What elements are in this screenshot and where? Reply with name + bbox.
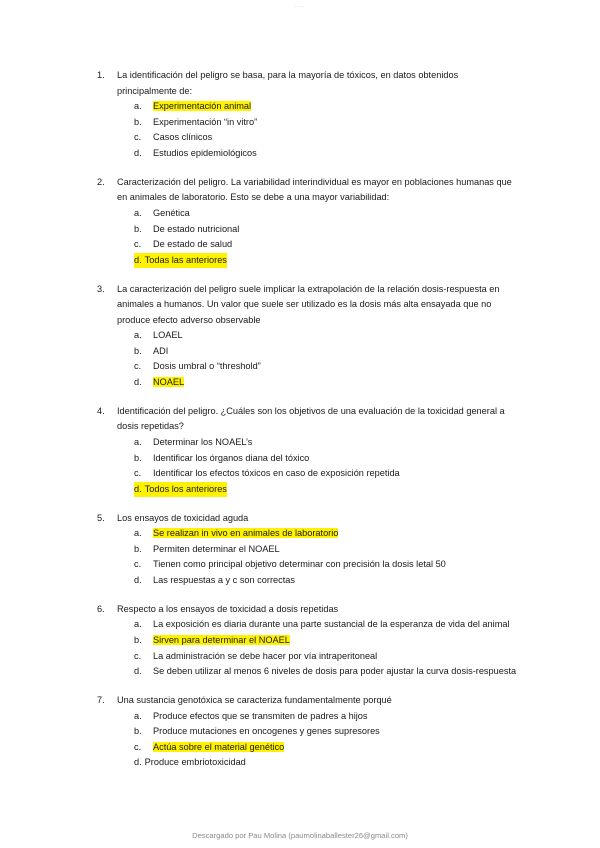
option-body (153, 346, 168, 356)
option-text: De estado de salud (153, 239, 233, 250)
answer-options (97, 709, 517, 771)
option-body (153, 208, 190, 218)
option-text: Experimentación “in vitro” (153, 116, 258, 127)
option-text: Permiten determinar el NOAEL (153, 543, 280, 554)
option-letter: a. (134, 330, 142, 341)
option-text: Se deben utilizar al menos 6 niveles de dosis para poder ajustar la curva dosis-respuesta (153, 666, 517, 677)
option-text: Estudios epidemiológicos (153, 147, 257, 158)
option-letter: c. (134, 741, 142, 752)
option-body-holder (153, 451, 517, 467)
option-body-holder (153, 99, 517, 115)
option-body (153, 437, 252, 447)
option-body-holder (153, 709, 517, 725)
answer-option-c (134, 237, 517, 253)
option-body-holder (153, 206, 517, 222)
answer-option-a (134, 328, 517, 344)
option-letter: b. (134, 223, 142, 234)
option-body (153, 101, 251, 111)
option-text: Produce efectos que se transmiten de padres a hijos (153, 710, 368, 721)
option-body-holder (153, 328, 517, 344)
answer-options (97, 617, 517, 679)
option-letter: a. (134, 437, 142, 448)
option-text: Dosis umbral o “threshold” (153, 361, 261, 372)
correct-answer-text: Experimentación animal (153, 101, 252, 112)
answer-option-c (134, 359, 517, 375)
option-body (153, 132, 212, 142)
question-number: 7. (97, 694, 105, 705)
option-letter: d. (134, 757, 142, 768)
answer-option-d (134, 253, 517, 269)
correct-answer-text: Todas las anteriores (144, 254, 227, 265)
option-body (153, 559, 446, 569)
question-number: 5. (97, 512, 105, 523)
option-text: Tienen como principal objetivo determinar con precisión la dosis letal 50 (153, 559, 446, 570)
answer-option-b (134, 724, 517, 740)
question-2 (97, 175, 517, 269)
answer-option-c (134, 649, 517, 665)
option-letter: b. (134, 543, 142, 554)
answer-option-d (134, 482, 517, 498)
question-5 (97, 511, 517, 589)
option-body-holder (153, 633, 517, 649)
option-text: La exposición es diaria durante una parte sustancial de la esperanza de vida del animal (153, 619, 510, 630)
option-body-holder (153, 557, 517, 573)
option-letter: d. (134, 483, 142, 494)
option-letter: d. (134, 147, 142, 158)
option-line (134, 253, 227, 269)
option-letter: b. (134, 345, 142, 356)
option-text: Casos clínicos (153, 132, 213, 143)
option-body (153, 651, 377, 661)
option-body (153, 239, 232, 249)
answer-options (97, 99, 517, 161)
option-body (153, 666, 516, 676)
option-body-holder (153, 466, 517, 482)
correct-answer-text: Se realizan in vivo en animales de laboratorio (153, 528, 339, 539)
option-body-holder (153, 237, 517, 253)
question-text: Respecto a los ensayos de toxicidad a dosis repetidas (117, 603, 339, 614)
option-text: Identificar los órganos diana del tóxico (153, 452, 310, 463)
option-body (153, 726, 380, 736)
question-7 (97, 693, 517, 771)
question-stem (97, 511, 517, 527)
option-letter: a. (134, 528, 142, 539)
option-body (153, 742, 284, 752)
option-text: Determinar los NOAEL’s (153, 437, 253, 448)
option-body (153, 619, 510, 629)
option-letter: a. (134, 207, 142, 218)
option-body (153, 117, 257, 127)
question-stem (97, 68, 517, 99)
option-text: De estado nutricional (153, 223, 240, 234)
answer-option-c (134, 740, 517, 756)
question-stem (97, 602, 517, 618)
option-body-holder (153, 740, 517, 756)
option-letter: c. (134, 132, 142, 143)
question-number: 6. (97, 603, 105, 614)
answer-options (97, 526, 517, 588)
answer-option-a (134, 526, 517, 542)
question-4 (97, 404, 517, 498)
option-body-holder (153, 542, 517, 558)
option-body (153, 544, 280, 554)
option-letter: c. (134, 559, 142, 570)
option-letter: d. (134, 377, 142, 388)
question-stem (97, 282, 517, 329)
question-1 (97, 68, 517, 162)
answer-option-a (134, 435, 517, 451)
question-stem (97, 693, 517, 709)
option-body-holder (153, 573, 517, 589)
option-letter: a. (134, 619, 142, 630)
option-body-holder (153, 115, 517, 131)
answer-option-a (134, 99, 517, 115)
option-text: Identificar los efectos tóxicos en caso de exposición repetida (153, 468, 400, 479)
option-body (153, 575, 295, 585)
option-body-holder (153, 344, 517, 360)
option-letter: a. (134, 710, 142, 721)
answer-option-b (134, 222, 517, 238)
answer-option-b (134, 115, 517, 131)
option-body (153, 377, 184, 387)
option-body-holder (153, 130, 517, 146)
option-body (153, 148, 257, 158)
option-letter: c. (134, 468, 142, 479)
question-text: La identificación del peligro se basa, para la mayoría de tóxicos, en datos obtenidos principalmente de: (117, 70, 459, 96)
option-letter: c. (134, 239, 142, 250)
option-line (134, 482, 227, 498)
option-letter: d. (134, 574, 142, 585)
answer-option-d (134, 573, 517, 589)
answer-options (97, 206, 517, 268)
question-text: Los ensayos de toxicidad aguda (117, 512, 249, 523)
option-body (153, 361, 261, 371)
answer-option-c (134, 130, 517, 146)
answer-option-c (134, 466, 517, 482)
question-stem (97, 404, 517, 435)
answer-option-d (134, 146, 517, 162)
answer-option-a (134, 709, 517, 725)
question-text: Una sustancia genotóxica se caracteriza fundamentalmente porqué (117, 694, 392, 705)
option-letter: d. (134, 254, 142, 265)
answer-option-c (134, 557, 517, 573)
option-text: Las respuestas a y c son correctas (153, 574, 295, 585)
answer-option-d (134, 755, 517, 771)
option-body-holder (153, 375, 517, 391)
page-header-mark: ...... (295, 3, 305, 8)
option-letter: d. (134, 666, 142, 677)
option-body (153, 711, 368, 721)
question-number: 2. (97, 176, 105, 187)
answer-option-b (134, 633, 517, 649)
option-text: La administración se debe hacer por vía intraperitoneal (153, 650, 378, 661)
option-text: Produce embriotoxicidad (144, 757, 246, 768)
option-body-holder (153, 664, 517, 680)
option-body (153, 528, 338, 538)
correct-answer-text: NOAEL (153, 377, 185, 388)
download-footer: Descargado por Pau Molina (paumolinaballester26@gmail.com) (192, 831, 408, 840)
option-body-holder (153, 526, 517, 542)
option-text: Produce mutaciones en oncogenes y genes supresores (153, 726, 380, 737)
option-body-holder (153, 146, 517, 162)
option-letter: b. (134, 726, 142, 737)
option-text: LOAEL (153, 330, 183, 341)
answer-option-b (134, 542, 517, 558)
answer-option-d (134, 664, 517, 680)
correct-answer-text: Sirven para determinar el NOAEL (153, 634, 290, 645)
correct-answer-text: Actúa sobre el material genético (153, 741, 285, 752)
option-text: ADI (153, 345, 169, 356)
question-text: Caracterización del peligro. La variabilidad interindividual es mayor en poblaciones humanas que en animales de laboratorio. Esto se debe a una mayor variabilidad: (117, 176, 512, 203)
question-number: 3. (97, 283, 105, 294)
answer-options (97, 328, 517, 390)
answer-option-a (134, 206, 517, 222)
option-letter: c. (134, 650, 142, 661)
option-body (153, 468, 400, 478)
option-body-holder (153, 649, 517, 665)
option-body-holder (153, 222, 517, 238)
question-number: 4. (97, 405, 105, 416)
answer-option-a (134, 617, 517, 633)
question-text: Identificación del peligro. ¿Cuáles son los objetivos de una evaluación de la toxicidad general a dosis repetidas? (117, 405, 505, 432)
question-stem (97, 175, 517, 206)
question-number: 1. (97, 70, 105, 80)
answer-option-d (134, 375, 517, 391)
option-letter: b. (134, 116, 142, 127)
option-letter: a. (134, 101, 142, 112)
option-body (153, 330, 183, 340)
option-body (153, 224, 239, 234)
quiz-list (97, 68, 517, 784)
question-text: La caracterización del peligro suele implicar la extrapolación de la relación dosis-respuesta en animales a humanos. Un valor que suele ser utilizado es la dosis más alta ensayada que no produce efecto adverso observable (117, 283, 500, 325)
question-3 (97, 282, 517, 391)
option-body-holder (153, 435, 517, 451)
option-line (134, 755, 246, 771)
question-6 (97, 602, 517, 680)
answer-option-b (134, 451, 517, 467)
option-body (153, 635, 290, 645)
option-text: Genética (153, 207, 190, 218)
option-letter: b. (134, 452, 142, 463)
option-body (153, 453, 309, 463)
option-body-holder (153, 724, 517, 740)
correct-answer-text: Todos los anteriores (144, 483, 227, 494)
option-letter: c. (134, 361, 142, 372)
option-body-holder (153, 359, 517, 375)
answer-option-b (134, 344, 517, 360)
option-body-holder (153, 617, 517, 633)
answer-options (97, 435, 517, 497)
option-letter: b. (134, 634, 142, 645)
